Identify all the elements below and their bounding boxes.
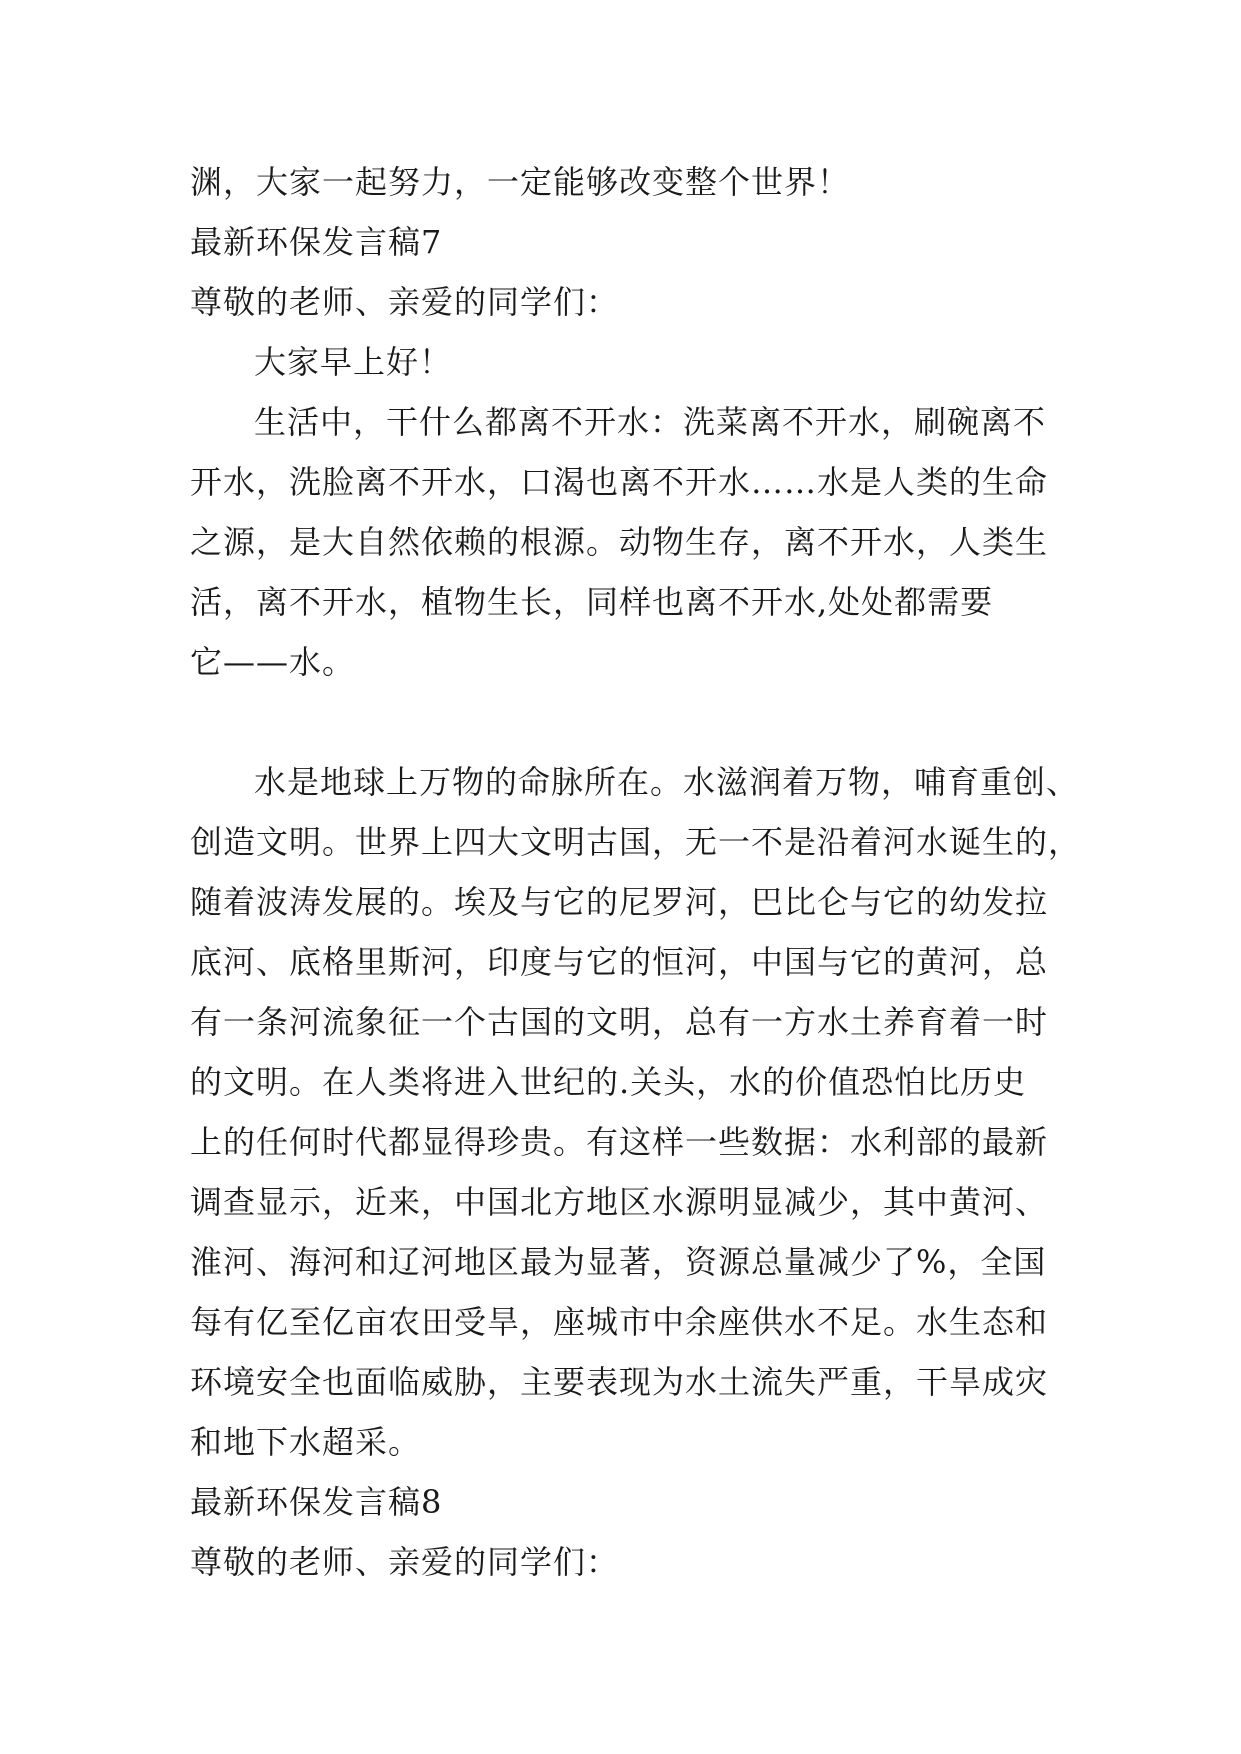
text-line: 水是地球上万物的命脉所在。水滋润着万物，哺育重创、 xyxy=(254,763,1080,801)
text-line: 它——水。 xyxy=(190,643,356,681)
text-line: 和地下水超采。 xyxy=(190,1423,422,1461)
text-line: 创造文明。世界上四大文明古国，无一不是沿着河水诞生的， xyxy=(190,823,1082,861)
text-line: 活，离不开水，植物生长，同样也离不开水,处处都需要 xyxy=(190,583,994,621)
text-line: 淮河、海河和辽河地区最为显著，资源总量减少了%，全国 xyxy=(190,1243,1047,1281)
text-line: 生活中，干什么都离不开水：洗菜离不开水，刷碗离不 xyxy=(254,403,1047,441)
greeting: 大家早上好！ xyxy=(254,343,453,381)
text-line: 开水，洗脸离不开水，口渴也离不开水……水是人类的生命 xyxy=(190,463,1049,501)
text-line: 调查显示，近来，中国北方地区水源明显减少，其中黄河、 xyxy=(190,1183,1049,1221)
text-line: 每有亿至亿亩农田受旱，座城市中余座供水不足。水生态和 xyxy=(190,1303,1049,1341)
salutation: 尊敬的老师、亲爱的同学们： xyxy=(190,1543,620,1581)
text-line: 环境安全也面临威胁，主要表现为水土流失严重，干旱成灾 xyxy=(190,1363,1049,1401)
section-heading: 最新环保发言稿7 xyxy=(190,223,443,261)
text-line: 随着波涛发展的。埃及与它的尼罗河，巴比仑与它的幼发拉 xyxy=(190,883,1049,921)
text-line: 之源，是大自然依赖的根源。动物生存，离不开水，人类生 xyxy=(190,523,1049,561)
salutation: 尊敬的老师、亲爱的同学们： xyxy=(190,283,620,321)
section-heading: 最新环保发言稿8 xyxy=(190,1483,443,1521)
text-line: 渊，大家一起努力，一定能够改变整个世界！ xyxy=(190,163,851,201)
text-line: 的文明。在人类将进入世纪的.关头，水的价值恐怕比历史 xyxy=(190,1063,1027,1101)
text-line: 底河、底格里斯河，印度与它的恒河，中国与它的黄河，总 xyxy=(190,943,1049,981)
text-line: 上的任何时代都显得珍贵。有这样一些数据：水利部的最新 xyxy=(190,1123,1049,1161)
text-line: 有一条河流象征一个古国的文明，总有一方水土养育着一时 xyxy=(190,1003,1049,1041)
